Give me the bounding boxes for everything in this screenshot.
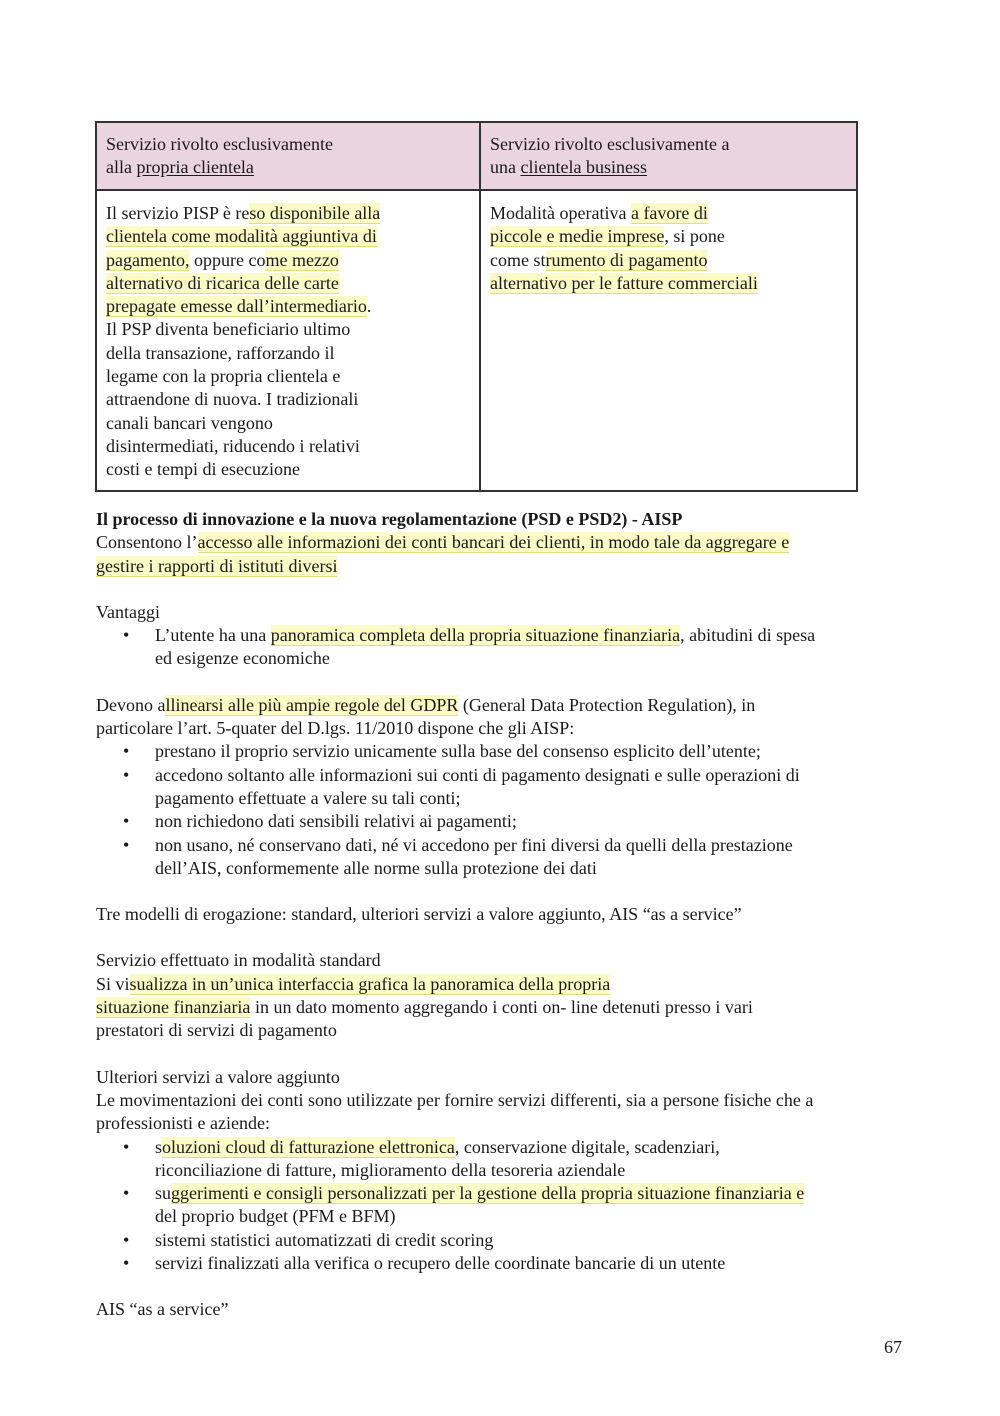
- table-cell-business-description: Modalità operativa a favore di piccole e medie imprese, si pone come strumento di pagamento alternativo per le fatture commerciali: [480, 190, 857, 491]
- table-cell-pisp-description: Il servizio PISP è reso disponibile alla clientela come modalità aggiuntiva di pagamento, oppure come mezzo alternativo di ricarica delle carte prepagate emesse dall’intermediario. Il PSP diventa beneficiario ultimo della transazione, rafforzando il legame con la propria clientela e attraendone di nuova. I tradizionali canali bancari vengono disintermediati, riducendo i relativi costi e tempi di esecuzione: [96, 190, 480, 491]
- ulteriori-paragraph: Le movimentazioni dei conti sono utilizzate per fornire servizi differenti, sia a persone fisiche che a professionisti e aziende:: [96, 1089, 814, 1134]
- table-header-cell-clientela-business: Servizio rivolto esclusivamente a una clientela business: [480, 122, 857, 190]
- intro-paragraph: Consentono l’accesso alle informazioni dei conti bancari dei clienti, in modo tale da aggregare e gestire i rapporti di istituti diversi: [96, 532, 790, 576]
- list-item: • suggerimenti e consigli personalizzati per la gestione della propria situazione finanziaria e del proprio budget (PFM e BFM): [96, 1182, 916, 1229]
- ulteriori-list: [96, 1136, 916, 1276]
- list-item: • non richiedono dati sensibili relativi ai pagamenti;: [96, 810, 916, 833]
- list-item: • soluzioni cloud di fatturazione elettronica, conservazione digitale, scadenziari, riconciliazione di fatture, miglioramento della tesoreria aziendale: [96, 1136, 916, 1183]
- vantaggi-list: [96, 624, 916, 671]
- vantaggi-title: Vantaggi: [96, 601, 160, 622]
- list-item: • sistemi statistici automatizzati di credit scoring: [96, 1229, 916, 1252]
- standard-paragraph: Si visualizza in un’unica interfaccia grafica la panoramica della propria situazione finanziaria in un dato momento aggregando i conti on- line detenuti presso i vari prestatori di servizi di pagamento: [96, 973, 753, 1041]
- document-body: [96, 508, 916, 1322]
- gdpr-list: [96, 740, 916, 880]
- table-header-cell-propria-clientela: Servizio rivolto esclusivamente alla propria clientela: [96, 122, 480, 190]
- modelli-paragraph: Tre modelli di erogazione: standard, ulteriori servizi a valore aggiunto, AIS “as a service”: [96, 904, 742, 925]
- list-item: • accedono soltanto alle informazioni sui conti di pagamento designati e sulle operazioni di pagamento effettuate a valere su tali conti;: [96, 764, 916, 811]
- standard-title: Servizio effettuato in modalità standard: [96, 950, 381, 971]
- table-body-row: [96, 190, 857, 491]
- ulteriori-title: Ulteriori servizi a valore aggiunto: [96, 1066, 340, 1087]
- list-item: • non usano, né conservano dati, né vi accedono per fini diversi da quelli della prestazione dell’AIS, conformemente alle norme sulla protezione dei dati: [96, 834, 916, 881]
- list-item: • L’utente ha una panoramica completa della propria situazione finanziaria, abitudini di spesa ed esigenze economiche: [96, 624, 916, 671]
- page-number: 67: [884, 1337, 902, 1357]
- list-item: • servizi finalizzati alla verifica o recupero delle coordinate bancarie di un utente: [96, 1252, 916, 1275]
- gdpr-paragraph: Devono allinearsi alle più ampie regole del GDPR (General Data Protection Regulation), in particolare l’art. 5-quater del D.lgs. 11/2010 dispone che gli AISP:: [96, 694, 756, 739]
- section-heading: Il processo di innovazione e la nuova regolamentazione (PSD e PSD2) - AISP: [96, 509, 683, 529]
- comparison-table: [95, 121, 858, 492]
- table-header-row: [96, 122, 857, 190]
- list-item: • prestano il proprio servizio unicamente sulla base del consenso esplicito dell’utente;: [96, 740, 916, 763]
- ais-as-a-service-title: AIS “as a service”: [96, 1299, 229, 1320]
